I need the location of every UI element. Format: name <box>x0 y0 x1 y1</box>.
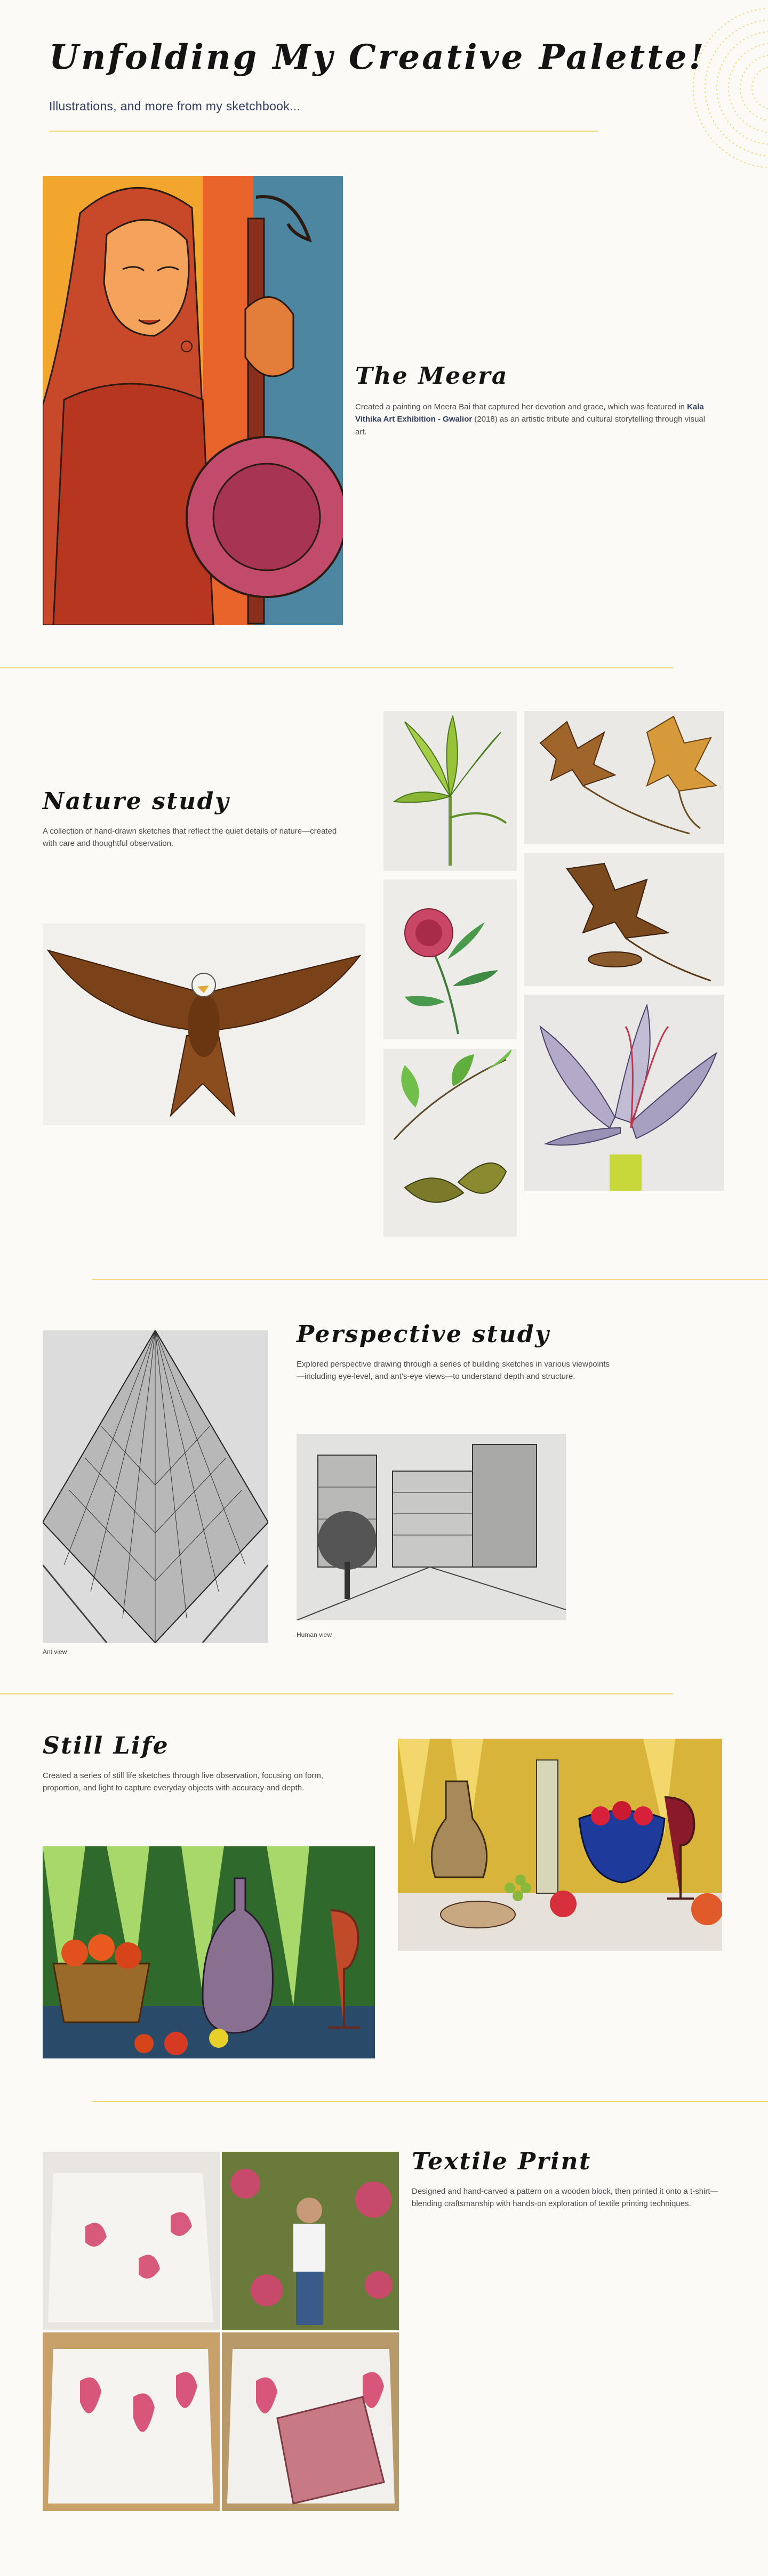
decorative-arcs <box>651 0 768 181</box>
still-life-drapery-sketch <box>43 1846 375 2058</box>
perspective-title: Perspective study <box>297 1321 550 1348</box>
meera-description: Created a painting on Meera Bai that captured her devotion and grace, which was featured in Kala Vithika Art Exhibition - Gwalior (2018) as an artistic tribute and cultural storytelling through visual art. <box>355 402 706 437</box>
leaves-sketch <box>383 1049 517 1237</box>
section-divider-3 <box>0 1693 673 1694</box>
nature-title: Nature study <box>43 788 230 815</box>
meera-title: The Meera <box>355 362 508 390</box>
section-divider-2 <box>92 1279 768 1280</box>
human-view-caption: Human view <box>297 1631 332 1638</box>
stilllife-title: Still Life <box>43 1732 170 1759</box>
human-view-sketch <box>297 1434 566 1620</box>
still-life-wine-sketch <box>398 1739 722 1951</box>
meera-painting <box>43 176 343 625</box>
lily-sketch <box>383 711 517 871</box>
section-divider-4 <box>92 2101 768 2102</box>
stilllife-description: Created a series of still life sketches through live observation, focusing on form, proportion, and light to capture everyday objects with accuracy and depth. <box>43 1771 324 1793</box>
section-divider-1 <box>0 667 673 668</box>
exhibition-name: Kala Vithika Art Exhibition - Gwalior <box>355 402 704 424</box>
page-title: Unfolding My Creative Palette! <box>49 37 706 77</box>
maple-leaves-sketch <box>524 711 724 844</box>
nature-description: A collection of hand-drawn sketches that reflect the quiet details of nature—created with care and thoughtful observation. <box>43 827 337 849</box>
textile-description: Designed and hand-carved a pattern on a wooden block, then printed it onto a t-shirt—blending craftsmanship with hands-on exploration of textile printing techniques. <box>412 2187 718 2209</box>
ant-view-sketch <box>43 1330 268 1643</box>
ant-view-caption: Ant view <box>43 1648 67 1656</box>
eagle-sketch <box>43 924 365 1125</box>
header-divider <box>49 131 598 132</box>
textile-title: Textile Print <box>412 2148 591 2175</box>
textile-print-collage <box>43 2152 399 2511</box>
dry-leaf-sketch <box>524 853 724 986</box>
perspective-description: Explored perspective drawing through a series of building sketches in various viewpoints—including eye-level, and ant’s-eye views—to understand depth and structure. <box>297 1360 610 1382</box>
lily-flower-sketch <box>524 995 724 1191</box>
rose-sketch <box>383 879 517 1039</box>
page-subtitle: Illustrations, and more from my sketchbook... <box>49 99 301 113</box>
